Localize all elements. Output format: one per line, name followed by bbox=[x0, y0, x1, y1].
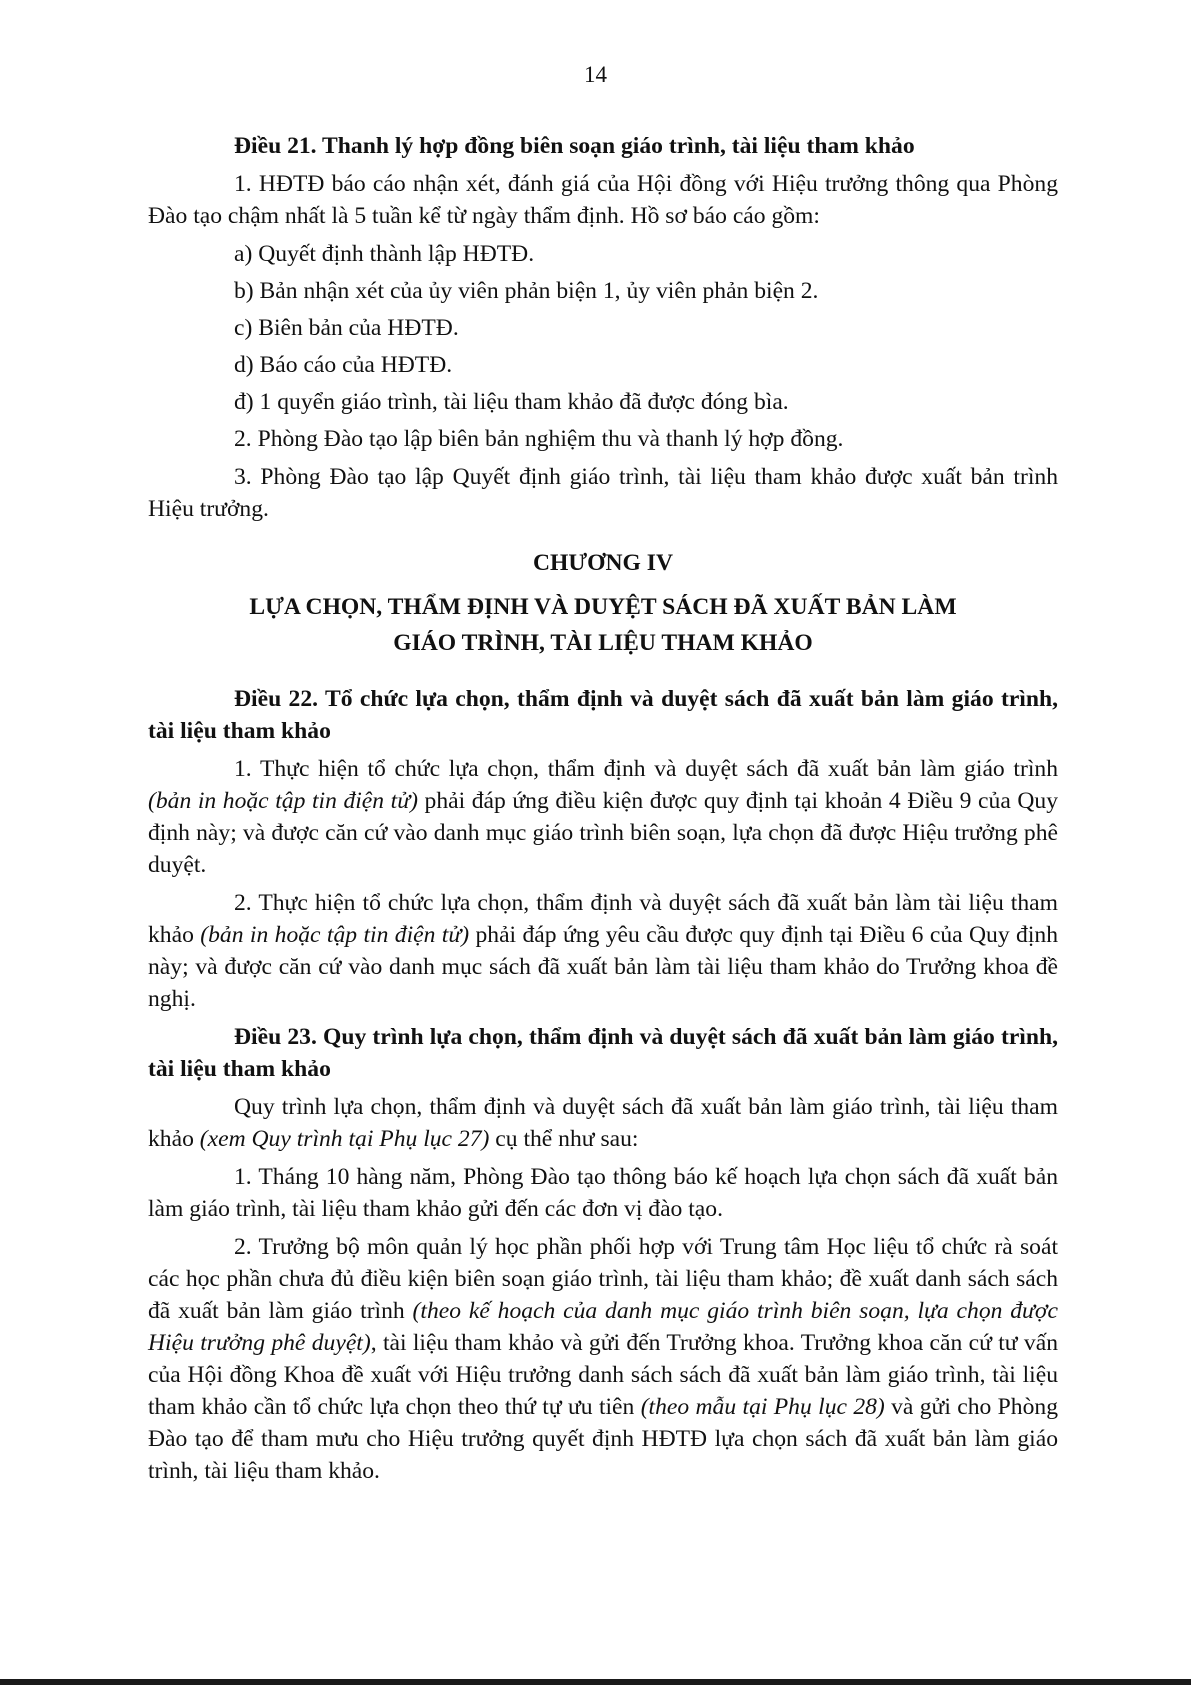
chapter-title-line-1: LỰA CHỌN, THẨM ĐỊNH VÀ DUYỆT SÁCH ĐÃ XUẤT BẢN LÀM bbox=[249, 594, 957, 620]
text-run: 2. Trưởng bộ môn quản lý học phần phối hợp với Trung tâm Học liệu tổ chức rà soát các học phần chưa đủ điều kiện biên soạn giáo trình, tài liệu tham khảo; đề xuất danh sách sách đã xuất bản làm giáo trình bbox=[148, 1234, 1058, 1324]
article-21-paragraph-2: 2. Phòng Đào tạo lập biên bản nghiệm thu và thanh lý hợp đồng. bbox=[234, 426, 844, 452]
chapter-title bbox=[148, 589, 1058, 661]
article-23-intro bbox=[148, 1091, 1058, 1155]
article-22-title: Điều 22. Tổ chức lựa chọn, thẩm định và duyệt sách đã xuất bản làm giáo trình, tài liệu tham khảo bbox=[148, 686, 1058, 744]
article-22-paragraph-2 bbox=[148, 887, 1058, 1015]
article-22 bbox=[148, 683, 1058, 1015]
italic-note: (bản in hoặc tập tin điện tử) bbox=[148, 788, 418, 814]
article-21-paragraph-1: 1. HĐTĐ báo cáo nhận xét, đánh giá của Hội đồng với Hiệu trưởng thông qua Phòng Đào tạo chậm nhất là 5 tuần kể từ ngày thẩm định. Hồ sơ báo cáo gồm: bbox=[148, 171, 1058, 229]
text-run: Quy trình lựa chọn, thẩm định và duyệt sách đã xuất bản làm giáo trình, tài liệu tham khảo bbox=[148, 1094, 1058, 1152]
text-run: , tài liệu tham khảo và gửi đến Trưởng khoa. Trưởng khoa căn cứ tư vấn của Hội đồng Khoa đề xuất với Hiệu trưởng danh sách sách đã xuất bản làm giáo trình, tài liệu tham khảo cần tổ chức lựa chọn theo thứ tự ưu tiên bbox=[148, 1330, 1058, 1420]
chapter-heading bbox=[148, 547, 1058, 661]
text-run: 1. Thực hiện tổ chức lựa chọn, thẩm định và duyệt sách đã xuất bản làm giáo trình bbox=[234, 756, 1058, 782]
italic-note: (theo kế hoạch của danh mục giáo trình biên soạn, lựa chọn được Hiệu trưởng phê duyệt) bbox=[148, 1298, 1058, 1356]
article-21-item-d: d) Báo cáo của HĐTĐ. bbox=[234, 352, 453, 378]
article-23-title: Điều 23. Quy trình lựa chọn, thẩm định và duyệt sách đã xuất bản làm giáo trình, tài liệu tham khảo bbox=[148, 1024, 1058, 1082]
article-21-item-a: a) Quyết định thành lập HĐTĐ. bbox=[234, 241, 535, 267]
article-23-paragraph-2 bbox=[148, 1231, 1058, 1487]
italic-note: (theo mẫu tại Phụ lục 28) bbox=[640, 1394, 885, 1420]
article-23 bbox=[148, 1021, 1058, 1487]
article-21-item-dd: đ) 1 quyển giáo trình, tài liệu tham khảo đã được đóng bìa. bbox=[234, 389, 789, 415]
text-run: phải đáp ứng điều kiện được quy định tại khoản 4 Điều 9 của Quy định này; và được căn cứ vào danh mục giáo trình biên soạn, lựa chọn đã được Hiệu trưởng phê duyệt. bbox=[148, 788, 1059, 878]
article-21-paragraph-3: 3. Phòng Đào tạo lập Quyết định giáo trình, tài liệu tham khảo được xuất bản trình Hiệu trưởng. bbox=[148, 464, 1058, 522]
text-run: cụ thể như sau: bbox=[489, 1126, 639, 1152]
article-21 bbox=[148, 130, 1058, 525]
italic-note: (xem Quy trình tại Phụ lục 27) bbox=[199, 1126, 490, 1152]
article-21-title: Điều 21. Thanh lý hợp đồng biên soạn giáo trình, tài liệu tham khảo bbox=[234, 133, 915, 159]
chapter-title-line-2: GIÁO TRÌNH, TÀI LIỆU THAM KHẢO bbox=[393, 630, 813, 656]
page-number: 14 bbox=[584, 62, 607, 87]
document-body bbox=[148, 130, 1058, 1493]
page-bottom-edge bbox=[0, 1679, 1191, 1685]
article-22-paragraph-1 bbox=[148, 753, 1058, 881]
italic-note: (bản in hoặc tập tin điện tử) bbox=[200, 922, 470, 948]
chapter-number: CHƯƠNG IV bbox=[532, 550, 674, 576]
text-run: và gửi cho Phòng Đào tạo để tham mưu cho Hiệu trưởng quyết định HĐTĐ lựa chọn sách đã xuất bản làm giáo trình, tài liệu tham khảo. bbox=[148, 1394, 1058, 1484]
article-21-item-b: b) Bản nhận xét của ủy viên phản biện 1, ủy viên phản biện 2. bbox=[234, 278, 819, 304]
article-23-paragraph-1: 1. Tháng 10 hàng năm, Phòng Đào tạo thông báo kế hoạch lựa chọn sách đã xuất bản làm giáo trình, tài liệu tham khảo gửi đến các đơn vị đào tạo. bbox=[148, 1164, 1058, 1222]
article-21-item-c: c) Biên bản của HĐTĐ. bbox=[234, 315, 459, 341]
text-run: phải đáp ứng yêu cầu được quy định tại Điều 6 của Quy định này; và được căn cứ vào danh mục sách đã xuất bản làm tài liệu tham khảo do Trưởng khoa đề nghị. bbox=[148, 922, 1058, 1012]
text-run: 2. Thực hiện tổ chức lựa chọn, thẩm định và duyệt sách đã xuất bản làm tài liệu tham khảo bbox=[148, 890, 1058, 948]
